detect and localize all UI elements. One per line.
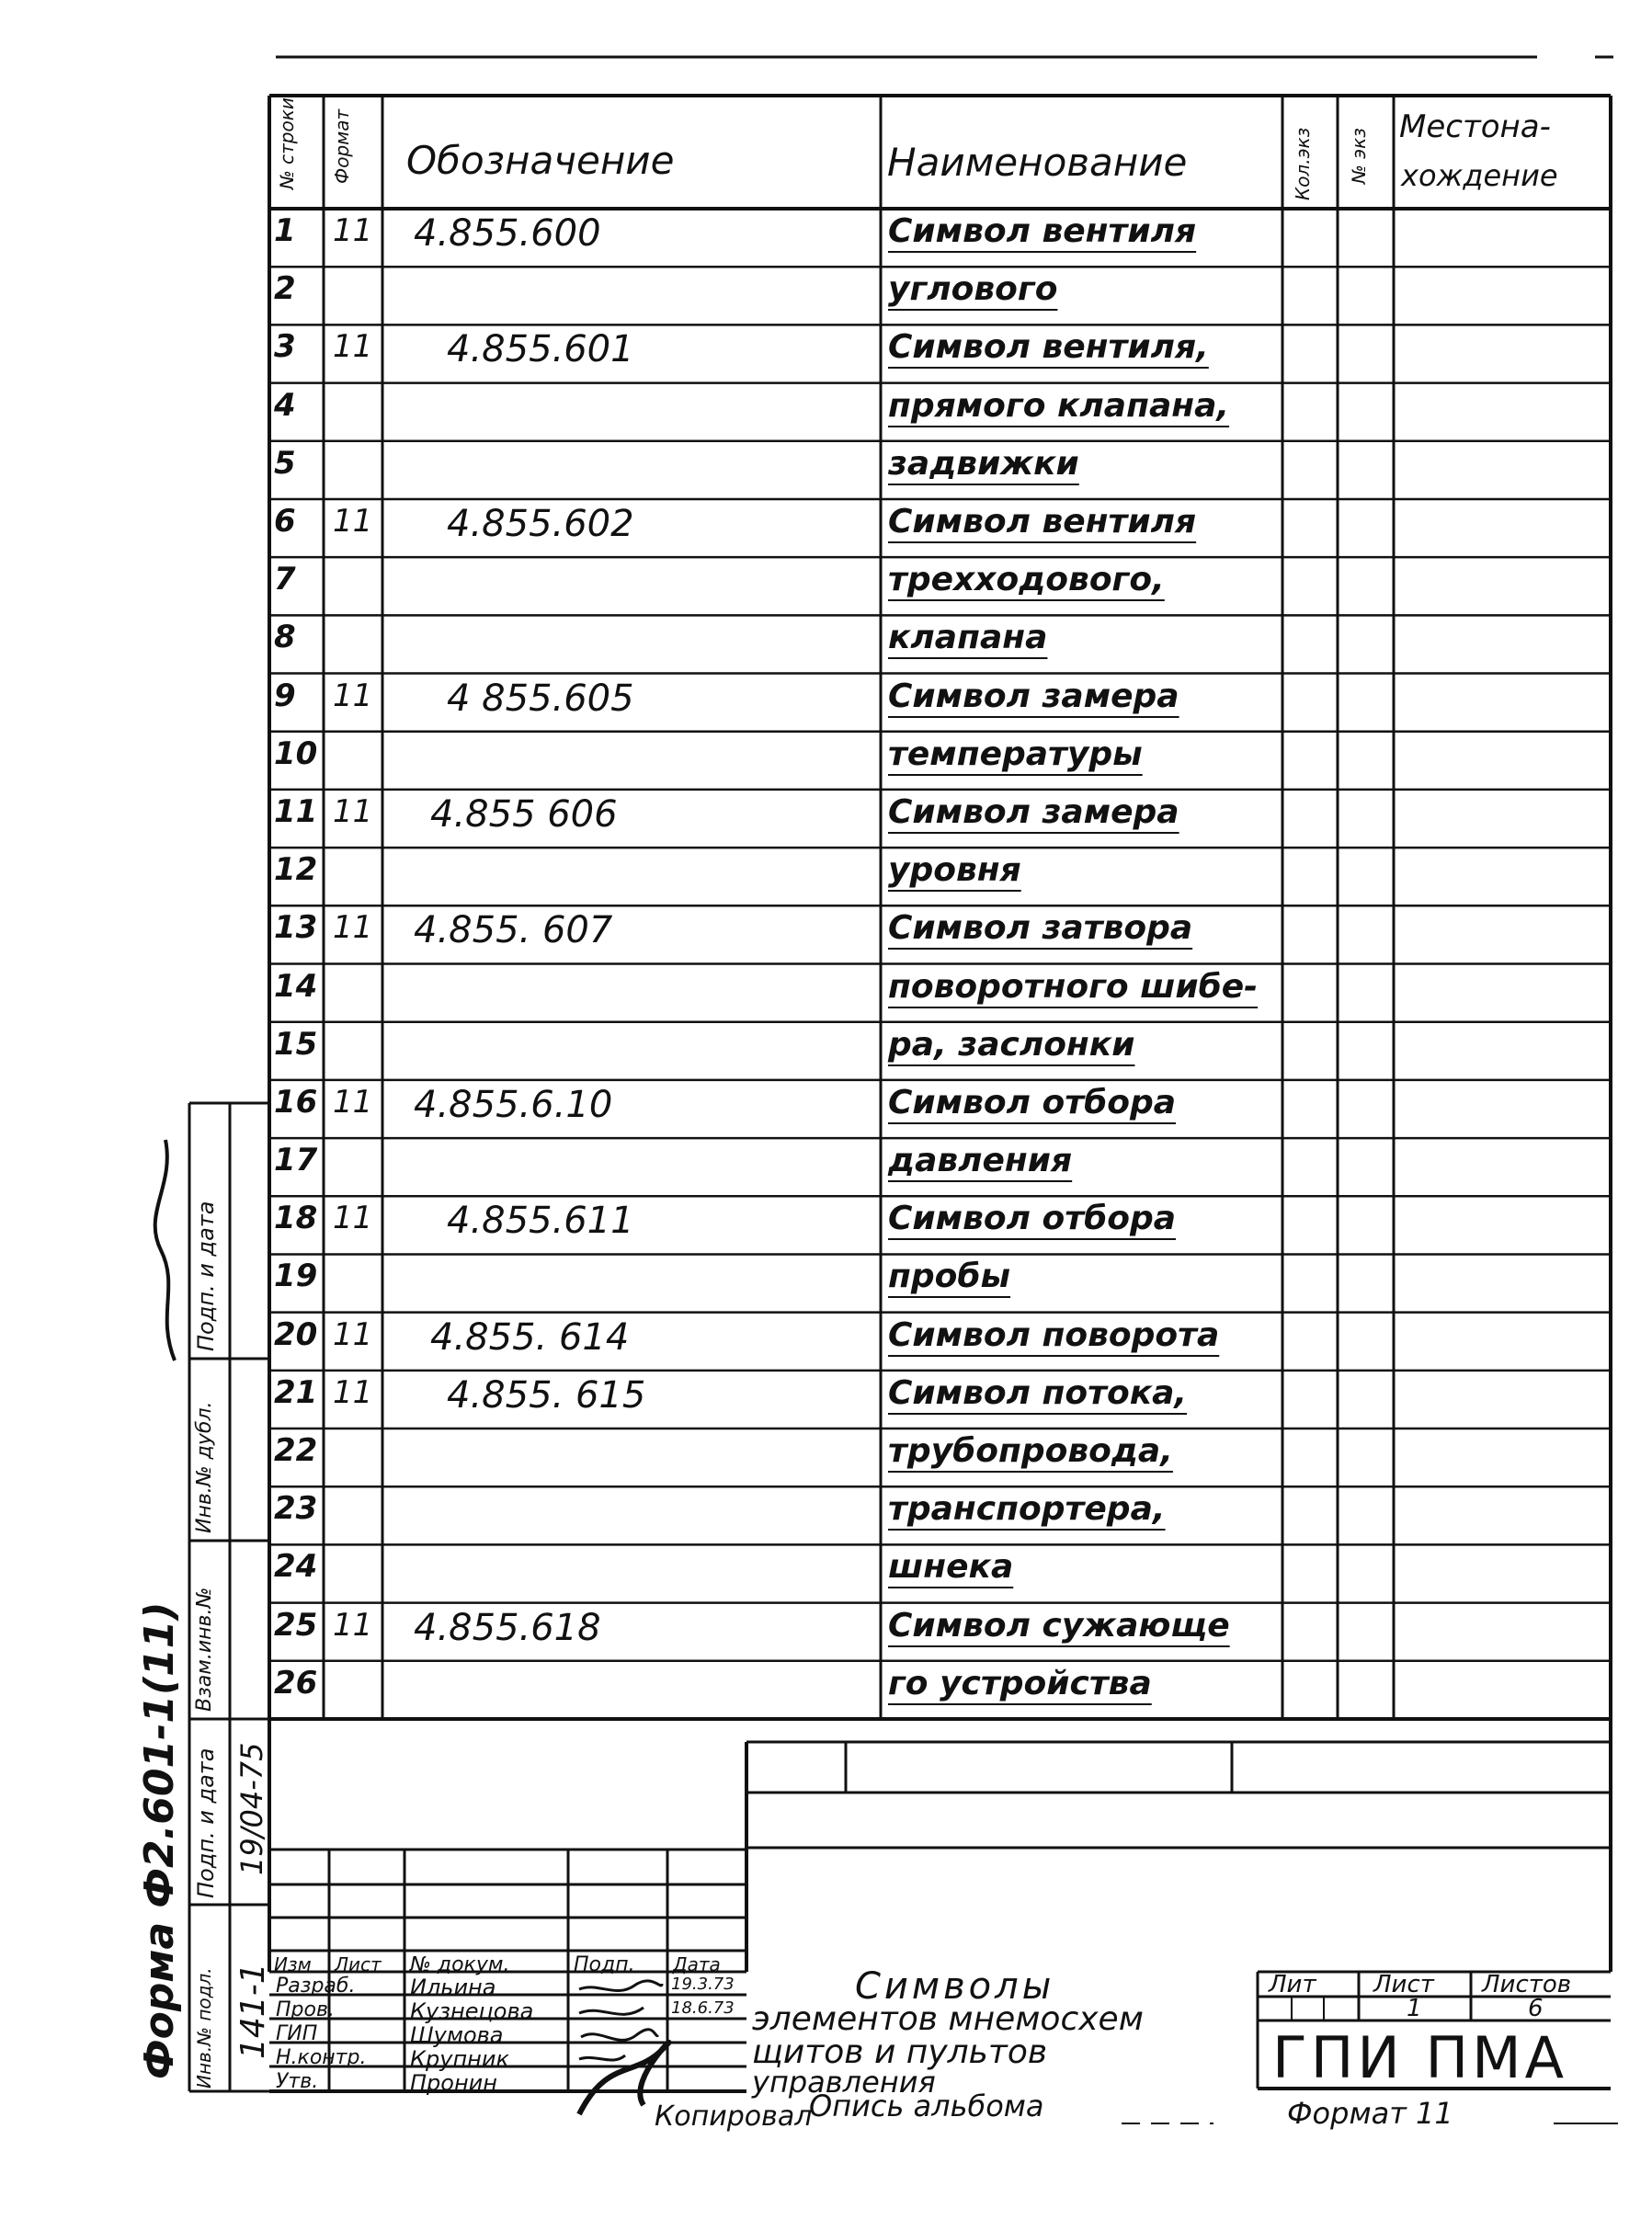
row-number: 5 <box>274 444 296 482</box>
row-name: Символ отбора <box>888 1083 1177 1121</box>
row-designation: 4.855.602 <box>447 502 634 545</box>
row-name: уровня <box>888 851 1021 890</box>
stamp-hdr-change: Изм <box>274 1953 312 1975</box>
row-number: 16 <box>274 1083 318 1121</box>
doc-title-1: Символы <box>855 1965 1055 2008</box>
stamp-sheet-label: Лист <box>1373 1971 1434 1998</box>
header-name: Наименование <box>887 140 1188 185</box>
row-name: трубопровода, <box>888 1432 1173 1471</box>
row-designation: 4.855.600 <box>414 212 601 255</box>
row-number: 20 <box>274 1315 318 1353</box>
stamp-role: Н.контр. <box>276 2046 367 2069</box>
row-name: температуры <box>888 734 1143 773</box>
stamp-date: 19.3.73 <box>671 1975 735 1994</box>
stamp-sheet-value: 1 <box>1407 1995 1422 2022</box>
row-designation: 4.855. 607 <box>414 909 613 952</box>
row-designation: 4.855.618 <box>414 1606 601 1649</box>
row-name: транспортера, <box>888 1490 1166 1529</box>
row-name: Символ отбора <box>888 1200 1177 1238</box>
stamp-role: Утв. <box>276 2070 319 2093</box>
format-label: Формат 11 <box>1287 2096 1453 2131</box>
row-name: Символ вентиля, <box>888 328 1209 367</box>
row-name: клапана <box>888 619 1048 657</box>
row-number: 19 <box>274 1258 318 1295</box>
header-location-2: хождение <box>1401 158 1558 193</box>
row-name: Символ сужающе <box>888 1606 1230 1645</box>
row-name: Символ потока, <box>888 1373 1188 1412</box>
row-format: 11 <box>333 328 373 366</box>
header-copy-no: № экз <box>1348 128 1370 184</box>
row-number: 21 <box>274 1373 318 1411</box>
header-designation: Обозначение <box>406 138 675 183</box>
organization: ГПИ ПМА <box>1272 2024 1568 2091</box>
value-inv-orig: 141-1 <box>234 1963 272 2059</box>
row-name: Символ затвора <box>888 909 1193 948</box>
header-location-1: Местона- <box>1399 108 1551 145</box>
row-format: 11 <box>333 1200 373 1237</box>
label-sign-date: Подп. и дата <box>193 1747 219 1898</box>
row-name: задвижки <box>888 444 1079 483</box>
row-name: ра, заслонки <box>888 1025 1135 1064</box>
stamp-role: Пров. <box>276 1998 335 2021</box>
row-format: 11 <box>333 677 373 714</box>
row-number: 6 <box>274 502 296 540</box>
row-name: Символ вентиля <box>888 212 1197 250</box>
doc-title-3: щитов и пультов <box>752 2033 1048 2071</box>
row-format: 11 <box>333 502 373 540</box>
stamp-sheets-value: 6 <box>1528 1995 1544 2022</box>
row-number: 12 <box>274 851 318 889</box>
row-name: Символ вентиля <box>888 502 1197 541</box>
row-designation: 4 855.605 <box>447 677 634 720</box>
row-format: 11 <box>333 212 373 249</box>
doc-title-4: управления <box>752 2065 936 2100</box>
row-number: 9 <box>274 677 296 714</box>
stamp-hdr-sign: Подп. <box>574 1953 635 1976</box>
row-designation: 4.855.611 <box>447 1200 634 1243</box>
row-format: 11 <box>333 909 373 947</box>
doc-title-2: элементов мнемосхем <box>752 2000 1144 2038</box>
stamp-person: Пронин <box>410 2070 497 2096</box>
row-format: 11 <box>333 1315 373 1353</box>
doc-title-5: Опись альбома <box>809 2089 1044 2123</box>
row-name: поворотного шибе- <box>888 967 1259 1006</box>
form-number: Форма Ф2.601-1(11) <box>136 1601 183 2079</box>
stamp-role: ГИП <box>276 2022 318 2045</box>
row-number: 24 <box>274 1548 318 1586</box>
row-format: 11 <box>333 1373 373 1411</box>
row-designation: 4.855.6.10 <box>414 1083 613 1126</box>
row-number: 17 <box>274 1142 318 1179</box>
label-inv-orig: Инв.№ подл. <box>193 1967 215 2089</box>
stamp-person: Шумова <box>410 2022 504 2048</box>
row-number: 2 <box>274 270 296 308</box>
row-format: 11 <box>333 1083 373 1121</box>
row-number: 11 <box>274 792 318 830</box>
row-name: Символ поворота <box>888 1315 1220 1354</box>
stamp-lit-label: Лит <box>1269 1971 1316 1998</box>
row-format: 11 <box>333 1606 373 1644</box>
row-number: 8 <box>274 619 296 656</box>
row-number: 4 <box>274 386 296 424</box>
row-designation: 4.855. 614 <box>430 1315 630 1359</box>
label-repl-inv: Взам.инв.№ <box>193 1587 216 1712</box>
row-number: 25 <box>274 1606 318 1644</box>
row-name: прямого клапана, <box>888 386 1230 425</box>
row-number: 23 <box>274 1490 318 1528</box>
header-format: Формат <box>331 108 353 184</box>
row-format: 11 <box>333 792 373 830</box>
stamp-role: Разраб. <box>276 1975 356 1998</box>
label-inv-dup: Инв.№ дубл. <box>193 1401 216 1533</box>
stamp-hdr-doc: № докум. <box>410 1953 510 1976</box>
header-qty: Кол.экз <box>1292 127 1314 200</box>
row-name: го устройства <box>888 1664 1152 1702</box>
stamp-hdr-date: Дата <box>673 1953 721 1975</box>
stamp-person: Ильина <box>410 1975 496 2000</box>
row-name: Символ замера <box>888 677 1179 715</box>
row-number: 10 <box>274 734 318 772</box>
row-designation: 4.855.601 <box>447 328 634 371</box>
stamp-date: 18.6.73 <box>671 1998 735 2018</box>
stamp-person: Кузнецова <box>410 1998 534 2024</box>
copied-label: Копировал <box>655 2100 813 2133</box>
stamp-person: Крупник <box>410 2046 509 2072</box>
value-sign-date: 19/04-75 <box>234 1742 269 1875</box>
row-number: 1 <box>274 212 296 249</box>
row-number: 7 <box>274 561 296 598</box>
row-name: трехходового, <box>888 561 1165 599</box>
row-number: 18 <box>274 1200 318 1237</box>
row-number: 26 <box>274 1664 318 1702</box>
row-number: 3 <box>274 328 296 366</box>
row-number: 13 <box>274 909 318 947</box>
row-number: 14 <box>274 967 318 1005</box>
row-number: 22 <box>274 1432 318 1470</box>
header-row-no: № строки <box>276 97 298 189</box>
row-designation: 4.855 606 <box>430 792 618 836</box>
row-name: углового <box>888 270 1058 309</box>
stamp-sheets-label: Листов <box>1482 1971 1572 1998</box>
label-sign-date-2: Подп. и дата <box>193 1201 219 1351</box>
stamp-hdr-sheet: Лист <box>335 1953 382 1975</box>
row-name: шнека <box>888 1548 1014 1587</box>
row-designation: 4.855. 615 <box>447 1373 646 1417</box>
row-name: пробы <box>888 1258 1011 1296</box>
row-number: 15 <box>274 1025 318 1063</box>
row-name: Символ замера <box>888 792 1179 831</box>
row-name: давления <box>888 1142 1073 1180</box>
